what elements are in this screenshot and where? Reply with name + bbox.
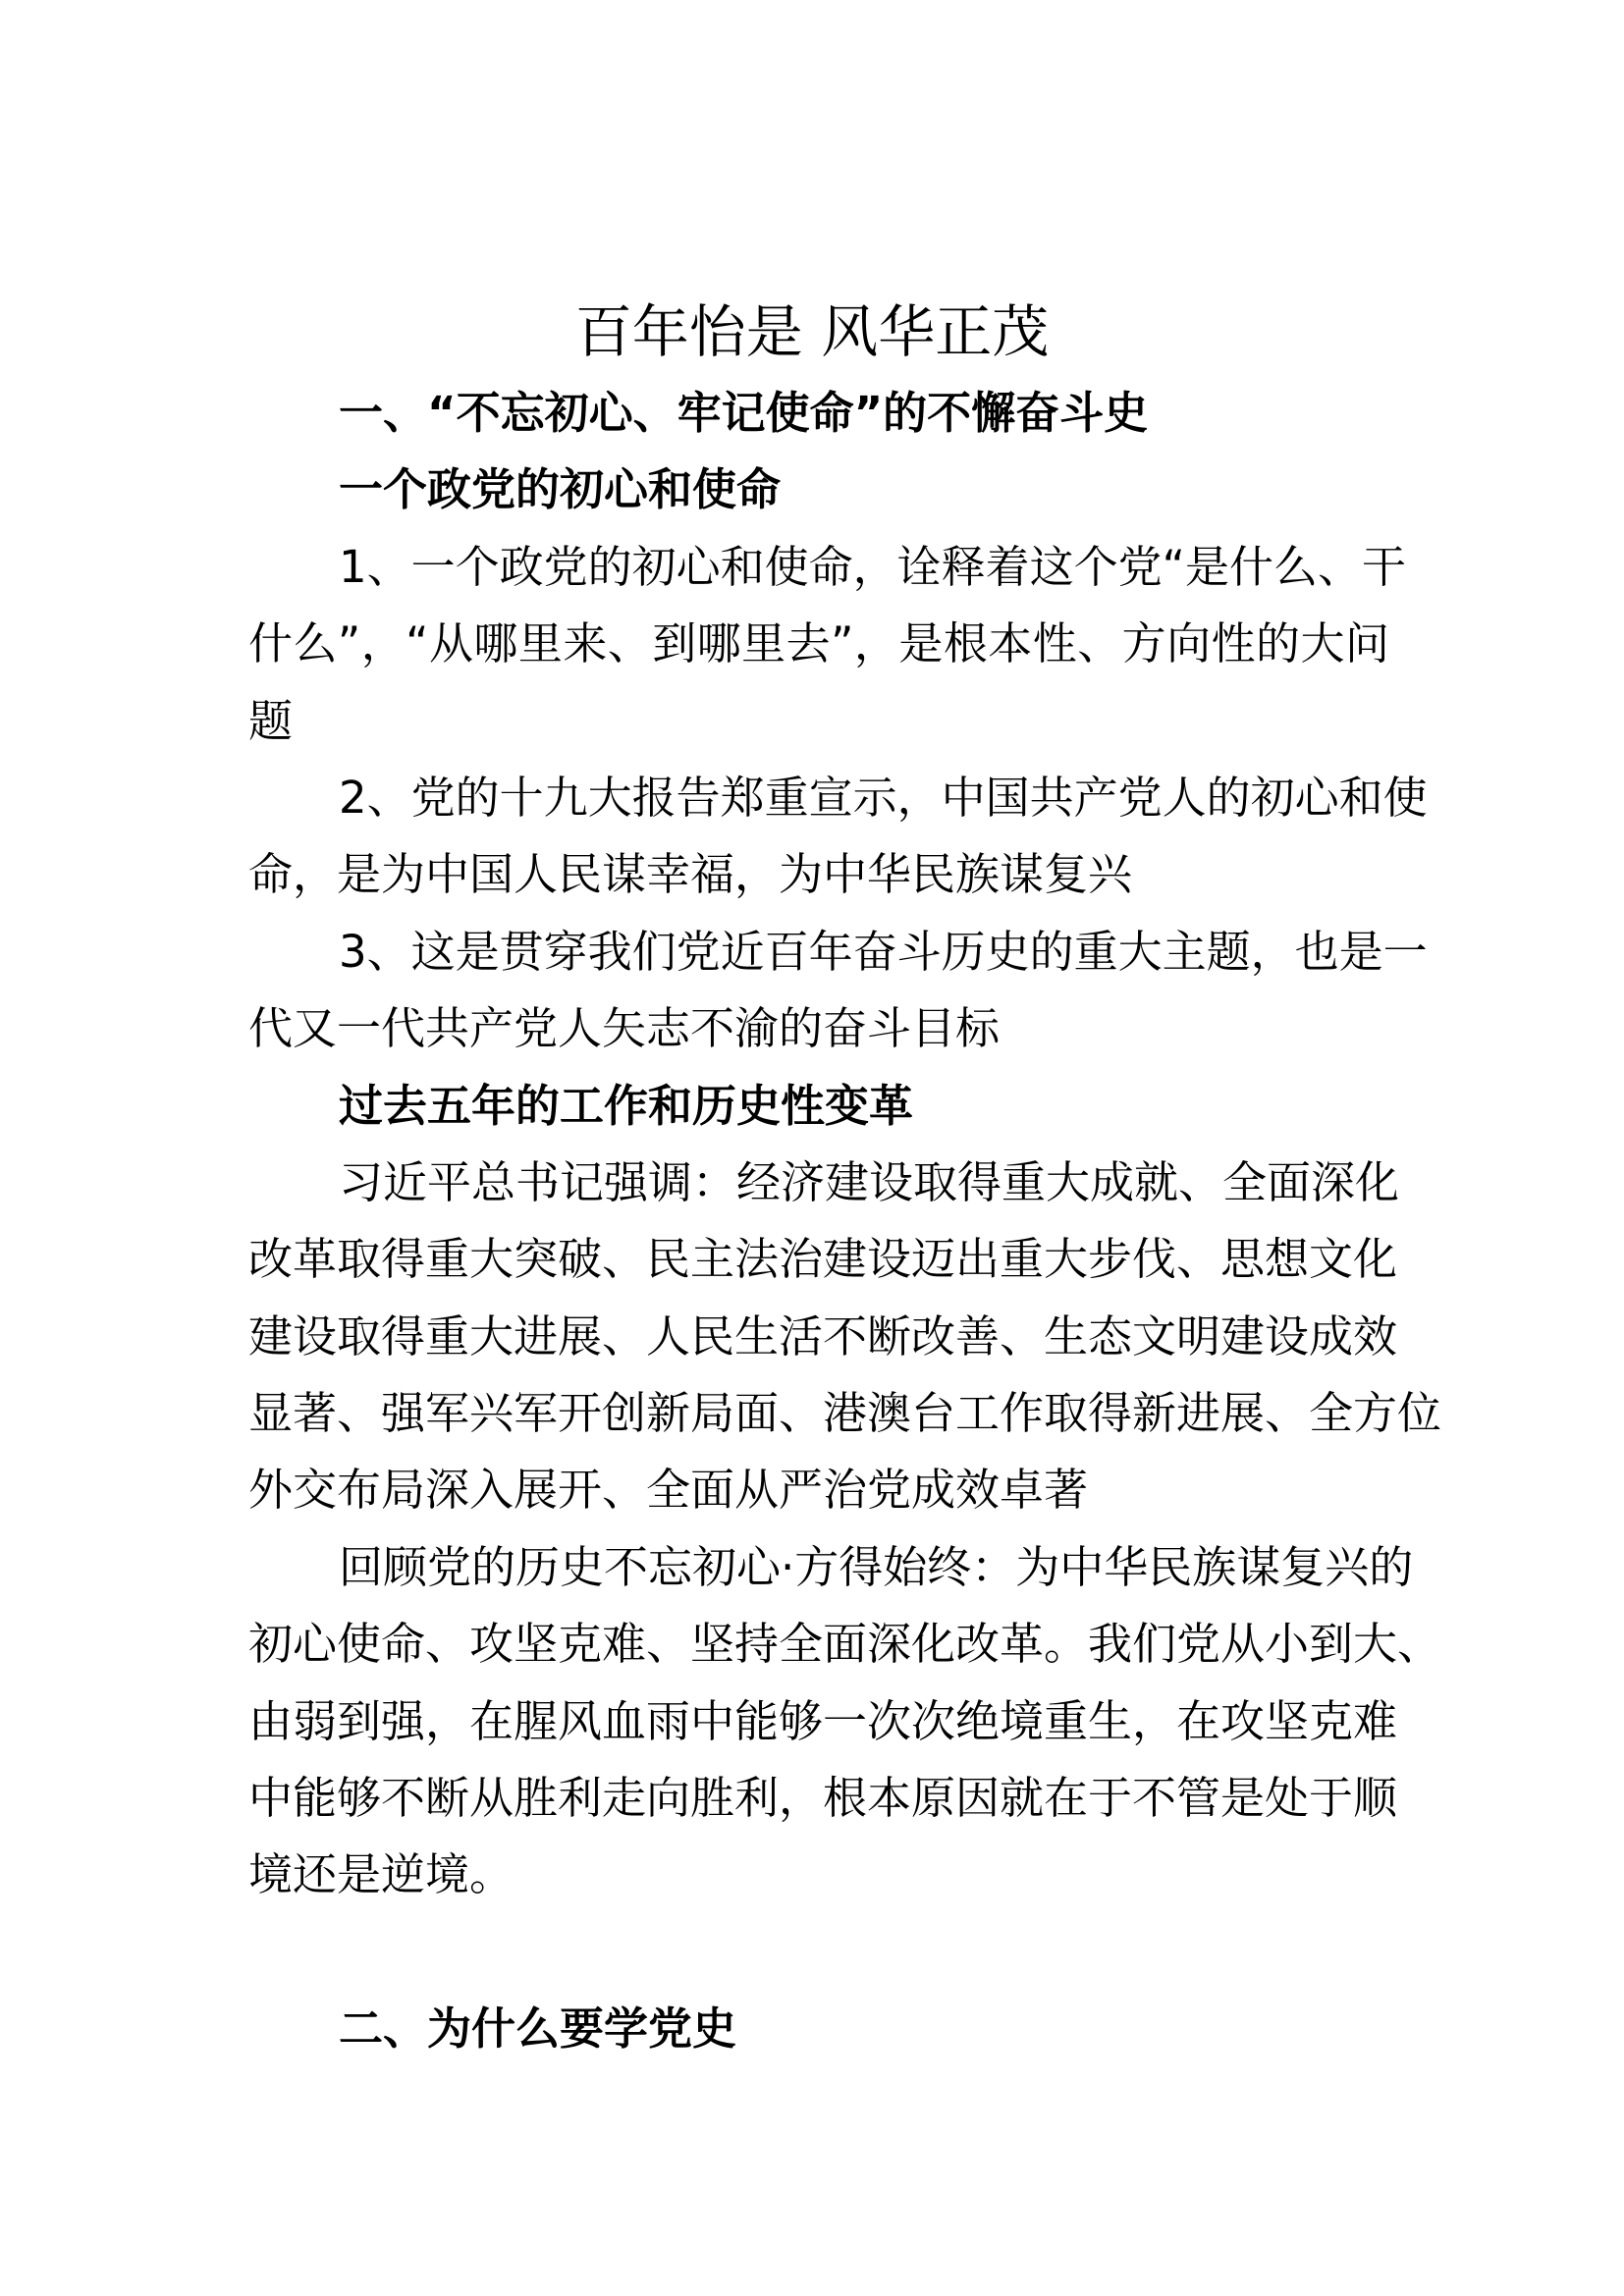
text-line: 回顾党的历史不忘初心·方得始终：为中华民族谋复兴的: [339, 1540, 1414, 1593]
text-line: 1、一个政党的初心和使命，诠释着这个党“是什么、干: [339, 540, 1406, 593]
text-line: 外交布局深入展开、全面从严治党成效卓著: [248, 1464, 1089, 1517]
text-line: 初心使命、攻坚克难、坚持全面深化改革。我们党从小到大、: [248, 1618, 1442, 1671]
paragraph-3: [248, 914, 1428, 1068]
section-heading-1: 一、“不忘初心、牢记使命”的不懈奋斗史: [339, 387, 1149, 439]
text-line: 什么”，“从哪里来、到哪里去”，是根本性、方向性的大问: [248, 617, 1389, 670]
text-line: 由弱到强，在腥风血雨中能够一次次绝境重生，在攻坚克难: [248, 1694, 1398, 1747]
text-line: 3、这是贯穿我们党近百年奋斗历史的重大主题，也是一: [339, 925, 1428, 978]
subheading-mission: 一个政党的初心和使命: [339, 463, 782, 516]
section-heading-2: 二、为什么要学党史: [339, 2002, 737, 2056]
document-body: [248, 375, 1442, 2068]
document-title: 百年怡是 风华正茂: [574, 298, 1050, 365]
text-line: 2、党的十九大报告郑重宣示，中国共产党人的初心和使: [339, 771, 1428, 824]
paragraph-4: [248, 1145, 1442, 1529]
subheading-five-years: 过去五年的工作和历史性变革: [339, 1079, 914, 1132]
paragraph-2: [248, 760, 1428, 914]
text-line: 习近平总书记强调：经济建设取得重大成就、全面深化: [339, 1155, 1400, 1208]
paragraph-5: [248, 1529, 1442, 1914]
text-line: 境还是逆境。: [248, 1848, 514, 1901]
text-line: 代又一代共产党人矢志不渝的奋斗目标: [248, 1002, 1001, 1055]
text-line: 显著、强军兴军开创新局面、港澳台工作取得新进展、全方位: [248, 1387, 1442, 1440]
text-line: 题: [248, 694, 294, 747]
paragraph-1: [248, 529, 1406, 760]
text-line: 命，是为中国人民谋幸福，为中华民族谋复兴: [248, 848, 1133, 901]
text-line: 中能够不断从胜利走向胜利，根本原因就在于不管是处于顺: [248, 1772, 1398, 1825]
text-line: 改革取得重大突破、民主法治建设迈出重大步伐、思想文化: [248, 1233, 1398, 1286]
text-line: 建设取得重大进展、人民生活不断改善、生态文明建设成效: [248, 1309, 1398, 1362]
blank-line: [248, 1914, 1389, 1991]
